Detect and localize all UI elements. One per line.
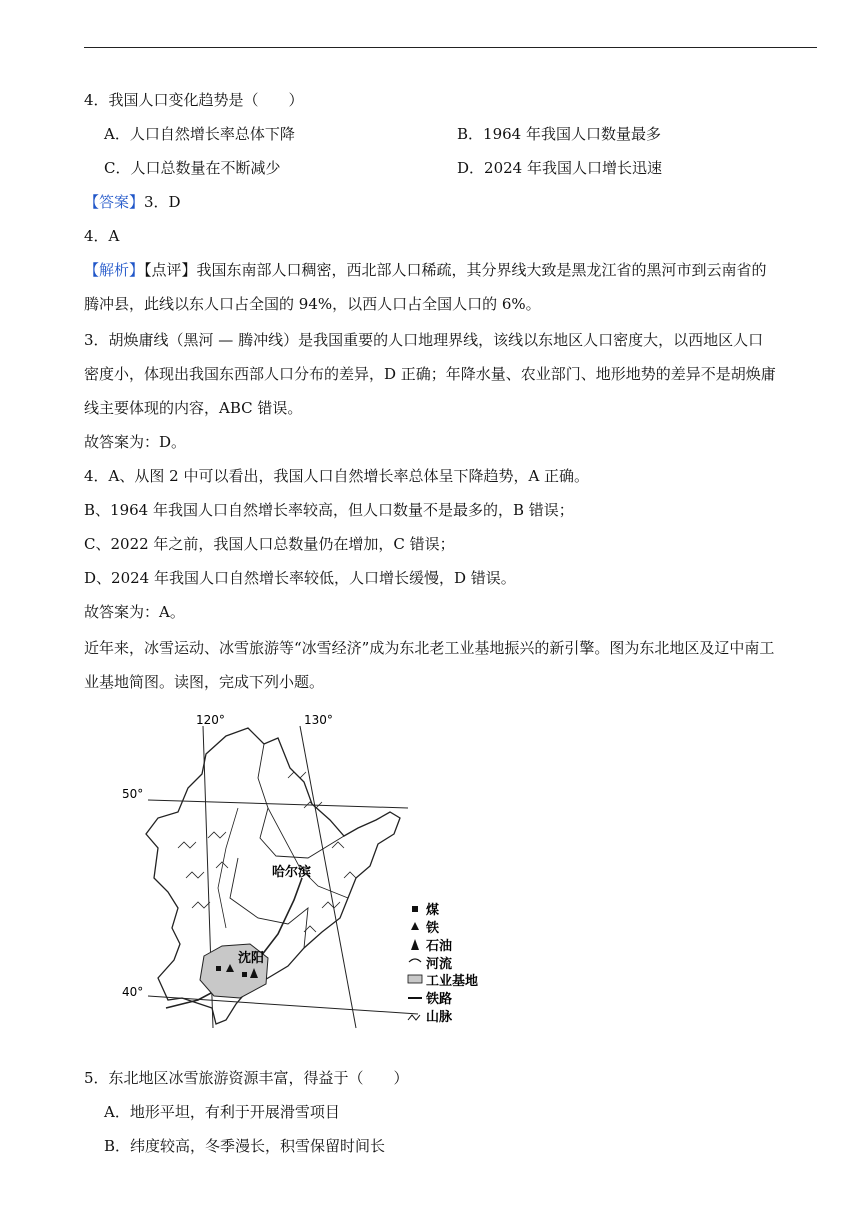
answer-4: 4．A — [84, 227, 120, 245]
legend-iron: 铁 — [426, 921, 440, 936]
legend-oil-icon — [411, 939, 419, 950]
legend-oil: 石油 — [426, 939, 453, 954]
answer-conclusion-3: 故答案为：D。 — [84, 433, 187, 451]
legend-railway: 铁路 — [426, 992, 453, 1007]
shenyang-label: 沈阳 — [238, 951, 265, 966]
legend-coal: 煤 — [426, 903, 440, 918]
answer-conclusion-4: 故答案为：A。 — [84, 603, 185, 621]
analysis-tag: 【解析】 — [84, 261, 145, 279]
analysis-4-d: D、2024 年我国人口自然增长率较低，人口增长缓慢，D 错误。 — [84, 569, 516, 587]
answer-tag: 【答案】 — [84, 193, 145, 211]
q4-option-c: C．人口总数量在不断减少 — [104, 159, 281, 177]
analysis-3-line-2: 密度小，体现出我国东西部人口分布的差异，D 正确；年降水量、农业部门、地形地势的差异不是胡焕庸 — [84, 365, 776, 383]
analysis-comment: 【点评】我国东南部人口稠密，西北部人口稀疏，其分界线大致是黑龙江省的黑河市到云南省的 — [144, 261, 767, 279]
harbin-label: 哈尔滨 — [272, 865, 312, 880]
legend-industrial: 工业基地 — [426, 974, 479, 989]
answer-line — [84, 192, 181, 212]
legend-industrial-icon — [408, 975, 422, 983]
lon-120-label: 120° — [196, 713, 225, 727]
analysis-4-c: C、2022 年之前，我国人口总数量仍在增加，C 错误； — [84, 535, 455, 553]
lat-40-label: 40° — [122, 985, 144, 999]
q4-option-b: B．1964 年我国人口数量最多 — [457, 125, 661, 143]
legend-mountain-icon — [408, 1015, 420, 1020]
coal-symbol — [242, 972, 247, 977]
legend-river: 河流 — [426, 957, 453, 972]
analysis-line-2: 腾冲县，此线以东人口占全国的 94%，以西人口占全国人口的 6%。 — [84, 295, 541, 313]
province-border-hlj — [258, 744, 344, 858]
question-5-stem: 5．东北地区冰雪旅游资源丰富，得益于（ ） — [84, 1069, 409, 1087]
lon-130-label: 130° — [304, 713, 333, 727]
coal-symbol — [216, 966, 221, 971]
answer-3: 3．D — [144, 193, 181, 211]
intro-line-1: 近年来，冰雪运动、冰雪旅游等“冰雪经济”成为东北老工业基地振兴的新引擎。图为东北地区及辽中南工 — [84, 639, 775, 657]
parallel-40 — [148, 996, 418, 1014]
q5-option-b: B．纬度较高，冬季漫长，积雪保留时间长 — [104, 1137, 386, 1155]
river-songhua — [268, 808, 348, 898]
legend-coal-icon — [412, 906, 418, 912]
header-rule — [84, 47, 817, 48]
analysis-3-line-1: 3．胡焕庸线（黑河 — 腾冲线）是我国重要的人口地理界线，该线以东地区人口密度大，以西地区人口 — [84, 331, 764, 349]
parallel-50 — [148, 800, 408, 808]
legend-river-icon — [409, 959, 421, 962]
legend-iron-icon — [411, 922, 419, 930]
mountain-symbols — [178, 772, 356, 932]
northeast-map — [108, 708, 498, 1038]
intro-line-2: 业基地简图。读图，完成下列小题。 — [84, 673, 325, 691]
legend-mountain: 山脉 — [426, 1010, 453, 1025]
map-legend — [408, 902, 478, 1025]
q5-option-a: A．地形平坦，有利于开展滑雪项目 — [104, 1103, 340, 1121]
analysis-line-1 — [84, 260, 767, 280]
q4-option-a: A．人口自然增长率总体下降 — [104, 125, 295, 143]
analysis-4-a: 4．A、从图 2 中可以看出，我国人口自然增长率总体呈下降趋势，A 正确。 — [84, 467, 590, 485]
analysis-4-b: B、1964 年我国人口自然增长率较高，但人口数量不是最多的，B 错误； — [84, 501, 574, 519]
q4-option-d: D．2024 年我国人口增长迅速 — [457, 159, 662, 177]
analysis-3-line-3: 线主要体现的内容，ABC 错误。 — [84, 399, 303, 417]
question-4-stem: 4．我国人口变化趋势是（ ） — [84, 91, 304, 109]
lat-50-label: 50° — [122, 787, 144, 801]
